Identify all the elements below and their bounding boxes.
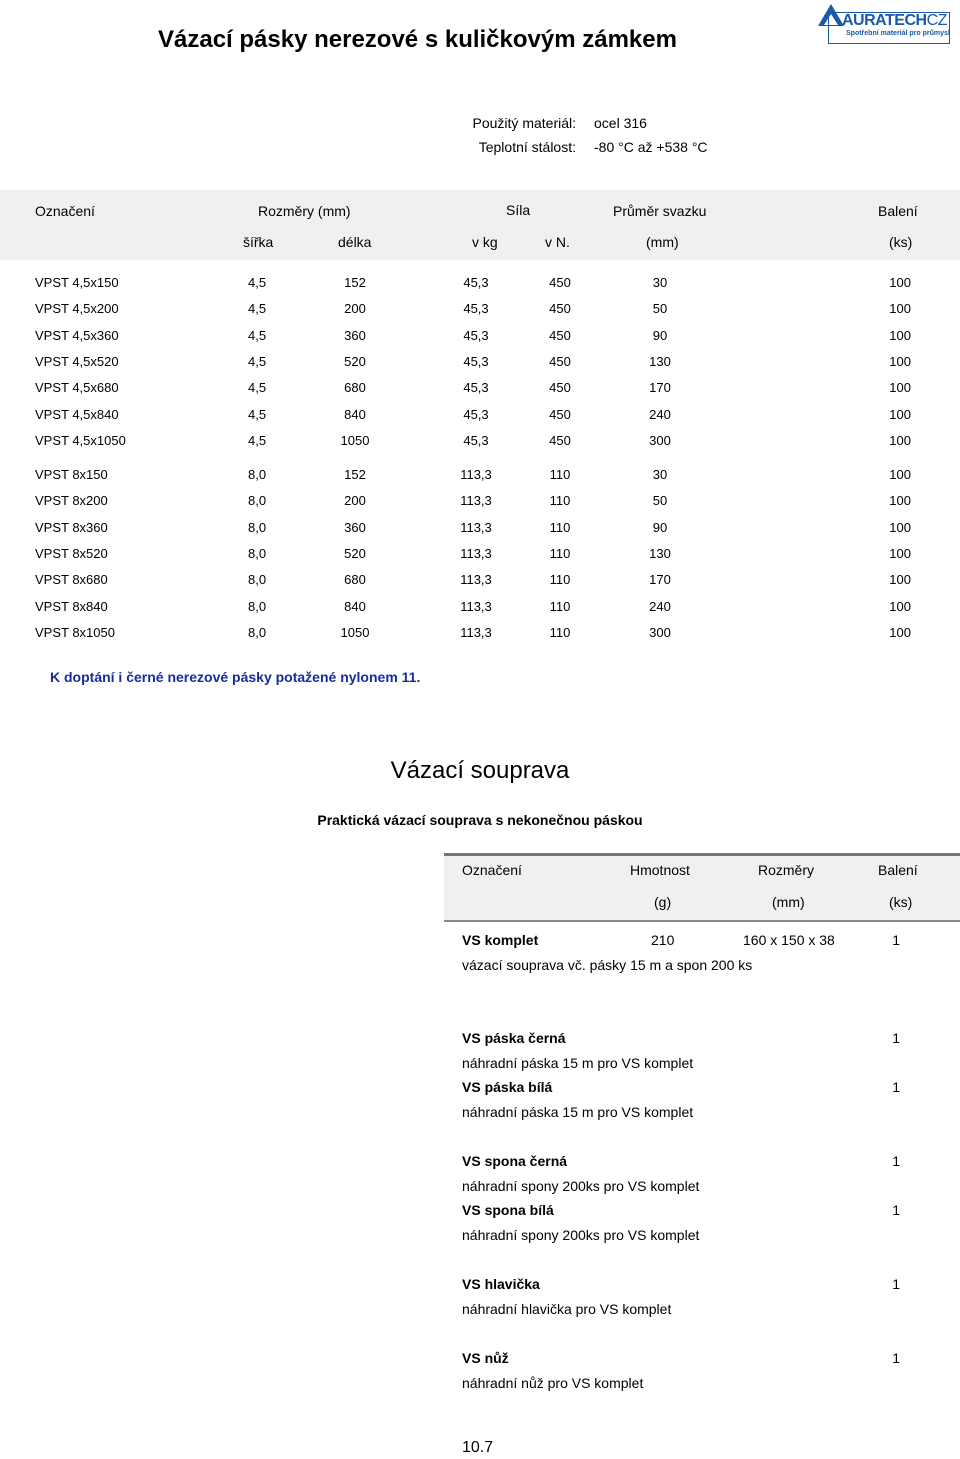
cell-vn: 450 (549, 275, 571, 290)
table-row (0, 625, 960, 645)
cell-prumer: 90 (652, 327, 668, 343)
cell-prumer: 30 (652, 467, 668, 482)
cell-prumer: 240 (649, 598, 671, 614)
spare-item-desc: náhradní spony 200ks pro VS komplet (462, 1227, 700, 1243)
komplet-name: VS komplet (462, 932, 539, 948)
cell-oznaceni: VPST 4,5x150 (35, 275, 119, 290)
spare-item-desc: náhradní spony 200ks pro VS komplet (462, 1178, 700, 1194)
cell-vkg: 113,3 (460, 493, 492, 509)
logo-name-c: CZ (926, 12, 947, 29)
header-vkg: v kg (472, 234, 498, 250)
cell-oznaceni: VPST 8x150 (35, 467, 108, 482)
cell-vn: 110 (549, 545, 571, 561)
cell-oznaceni: VPST 4,5x520 (35, 353, 119, 369)
cell-baleni: 100 (889, 380, 911, 396)
komplet-desc: vázací souprava vč. pásky 15 m a spon 200 ks (462, 957, 753, 973)
cell-baleni: 100 (889, 519, 911, 535)
cell-prumer: 50 (652, 301, 668, 317)
auratech-logo (816, 2, 956, 42)
cell-vn: 110 (549, 598, 571, 614)
cell-delka: 520 (344, 353, 366, 369)
cell-sirka: 4,5 (248, 406, 267, 422)
cell-vkg: 45,3 (463, 432, 489, 448)
cell-baleni: 100 (889, 467, 911, 482)
cell-delka: 360 (344, 327, 366, 343)
s2-header-hmotnost: Hmotnost (630, 862, 690, 878)
header-rozmery-unit: (mm) (317, 203, 351, 219)
table-row (0, 328, 960, 348)
spare-item-name: VS hlavička (462, 1276, 540, 1292)
logo-name-b: TECH (885, 12, 927, 29)
header-ks: (ks) (889, 234, 913, 250)
komplet-qty: 1 (892, 932, 900, 948)
header-delka: délka (338, 234, 372, 250)
cell-prumer: 30 (652, 275, 668, 290)
table-row (0, 380, 960, 400)
cell-delka: 1050 (340, 624, 370, 640)
cell-sirka: 4,5 (248, 353, 267, 369)
spare-item-name: VS páska černá (462, 1030, 566, 1046)
logo-name (842, 12, 947, 30)
cell-delka: 152 (344, 275, 366, 290)
cell-delka: 360 (344, 519, 366, 535)
table-row (0, 467, 960, 487)
table-row (0, 407, 960, 427)
header-vn: v N. (545, 234, 570, 250)
table-row (0, 354, 960, 374)
header-oznaceni: Označení (35, 203, 95, 219)
header-mm: (mm) (646, 234, 679, 250)
temperature-value: -80 °C až +538 °C (594, 139, 708, 155)
cell-sirka: 4,5 (248, 275, 267, 290)
cell-vn: 450 (549, 432, 571, 448)
cell-delka: 520 (344, 545, 366, 561)
cell-prumer: 50 (652, 493, 668, 509)
cell-vkg: 113,3 (460, 624, 492, 640)
cell-vn: 110 (549, 493, 571, 509)
spare-item-qty: 1 (892, 1276, 900, 1292)
cell-vn: 450 (549, 406, 571, 422)
spare-item-desc: náhradní hlavička pro VS komplet (462, 1301, 672, 1317)
spare-item-desc: náhradní páska 15 m pro VS komplet (462, 1055, 694, 1071)
cell-vn: 110 (549, 572, 571, 588)
cell-baleni: 100 (889, 545, 911, 561)
cell-delka: 840 (344, 406, 366, 422)
cell-sirka: 8,0 (248, 467, 267, 482)
cell-oznaceni: VPST 4,5x840 (35, 406, 119, 422)
cell-prumer: 300 (649, 432, 671, 448)
cell-vn: 450 (549, 353, 571, 369)
cell-prumer: 130 (649, 545, 671, 561)
s2-header-mm: (mm) (772, 894, 805, 910)
header-rozmery-label: Rozměry (258, 203, 315, 219)
table-row (0, 572, 960, 592)
cell-baleni: 100 (889, 598, 911, 614)
cell-baleni: 100 (889, 327, 911, 343)
table-row (0, 275, 960, 295)
cell-prumer: 170 (649, 380, 671, 396)
s2-header-baleni: Balení (878, 862, 918, 878)
cell-vn: 110 (549, 519, 571, 535)
spare-item-qty: 1 (892, 1153, 900, 1169)
cell-baleni: 100 (889, 432, 911, 448)
cell-oznaceni: VPST 8x680 (35, 572, 108, 588)
nylon-note: K doptání i černé nerezové pásky potažené nylonem 11. (50, 669, 421, 685)
cell-vkg: 45,3 (463, 380, 489, 396)
cell-delka: 680 (344, 572, 366, 588)
header-prumer: Průměr svazku (613, 203, 707, 219)
temperature-label: Teplotní stálost: (478, 139, 576, 155)
material-label: Použitý materiál: (472, 115, 576, 131)
cell-vkg: 113,3 (460, 572, 492, 588)
cell-sirka: 4,5 (248, 327, 267, 343)
spare-item-desc: náhradní páska 15 m pro VS komplet (462, 1104, 694, 1120)
cell-vkg: 45,3 (463, 353, 489, 369)
cell-vkg: 113,3 (460, 519, 492, 535)
cell-prumer: 240 (649, 406, 671, 422)
page-title: Vázací pásky nerezové s kuličkovým zámkem (158, 26, 677, 53)
table-row (0, 493, 960, 513)
cell-vkg: 45,3 (463, 406, 489, 422)
cell-delka: 152 (344, 467, 366, 482)
spare-item-name: VS nůž (462, 1350, 509, 1366)
cell-prumer: 130 (649, 353, 671, 369)
cell-baleni: 100 (889, 353, 911, 369)
section-title: Vázací souprava (390, 757, 570, 784)
s2-header-ks: (ks) (889, 894, 913, 910)
spare-item-qty: 1 (892, 1030, 900, 1046)
cell-baleni: 100 (889, 275, 911, 290)
cell-baleni: 100 (889, 624, 911, 640)
spare-item-qty: 1 (892, 1202, 900, 1218)
header-rozmery (258, 203, 351, 219)
cell-vn: 110 (549, 467, 571, 482)
cell-vkg: 45,3 (463, 301, 489, 317)
material-value: ocel 316 (594, 115, 647, 131)
table-row (0, 520, 960, 540)
logo-name-a: AURA (842, 12, 886, 29)
cell-prumer: 170 (649, 572, 671, 588)
cell-vkg: 113,3 (460, 598, 492, 614)
spare-item-qty: 1 (892, 1079, 900, 1095)
cell-sirka: 8,0 (248, 545, 267, 561)
s2-header-rozmery: Rozměry (758, 862, 815, 878)
cell-oznaceni: VPST 8x200 (35, 493, 108, 509)
cell-oznaceni: VPST 8x520 (35, 545, 108, 561)
table-row (0, 301, 960, 321)
cell-baleni: 100 (889, 406, 911, 422)
cell-baleni: 100 (889, 493, 911, 509)
cell-sirka: 8,0 (248, 572, 267, 588)
cell-vkg: 113,3 (460, 467, 492, 482)
spare-item-name: VS páska bílá (462, 1079, 553, 1095)
section-subtitle: Praktická vázací souprava s nekonečnou páskou (317, 812, 643, 828)
cell-vn: 110 (549, 624, 571, 640)
header-sirka: šířka (243, 234, 274, 250)
cell-vn: 450 (549, 301, 571, 317)
cell-prumer: 90 (652, 519, 668, 535)
cell-sirka: 8,0 (248, 598, 267, 614)
cell-vn: 450 (549, 327, 571, 343)
cell-vkg: 45,3 (463, 275, 489, 290)
cell-sirka: 4,5 (248, 432, 267, 448)
table-row (0, 433, 960, 453)
spare-item-name: VS spona bílá (462, 1202, 554, 1218)
cell-prumer: 300 (649, 624, 671, 640)
cell-sirka: 8,0 (248, 624, 267, 640)
cell-oznaceni: VPST 4,5x1050 (35, 432, 126, 448)
logo-tagline: Spotřební materiál pro průmysl (846, 30, 950, 37)
spare-item-desc: náhradní nůž pro VS komplet (462, 1375, 644, 1391)
s2-header-oznaceni: Označení (462, 862, 522, 878)
header-baleni: Balení (878, 203, 918, 219)
cell-delka: 1050 (340, 432, 370, 448)
page-number: 10.7 (462, 1439, 494, 1456)
cell-oznaceni: VPST 4,5x200 (35, 301, 119, 317)
cell-vkg: 45,3 (463, 327, 489, 343)
cell-oznaceni: VPST 4,5x360 (35, 327, 119, 343)
cell-sirka: 8,0 (248, 493, 267, 509)
cell-vn: 450 (549, 380, 571, 396)
cell-sirka: 4,5 (248, 301, 267, 317)
cell-oznaceni: VPST 8x360 (35, 519, 108, 535)
spare-item-qty: 1 (892, 1350, 900, 1366)
cell-delka: 200 (344, 493, 366, 509)
cell-baleni: 100 (889, 572, 911, 588)
spare-item-name: VS spona černá (462, 1153, 568, 1169)
komplet-weight: 210 (651, 932, 675, 948)
komplet-dims: 160 x 150 x 38 (743, 932, 835, 948)
cell-baleni: 100 (889, 301, 911, 317)
s2-header-g: (g) (654, 894, 672, 910)
cell-delka: 200 (344, 301, 366, 317)
table-row (0, 599, 960, 619)
cell-oznaceni: VPST 8x840 (35, 598, 108, 614)
header-sila: Síla (506, 202, 531, 218)
cell-vkg: 113,3 (460, 545, 492, 561)
cell-delka: 680 (344, 380, 366, 396)
cell-oznaceni: VPST 4,5x680 (35, 380, 119, 396)
cell-sirka: 4,5 (248, 380, 267, 396)
cell-sirka: 8,0 (248, 519, 267, 535)
cell-delka: 840 (344, 598, 366, 614)
cell-oznaceni: VPST 8x1050 (35, 624, 115, 640)
table-row (0, 546, 960, 566)
